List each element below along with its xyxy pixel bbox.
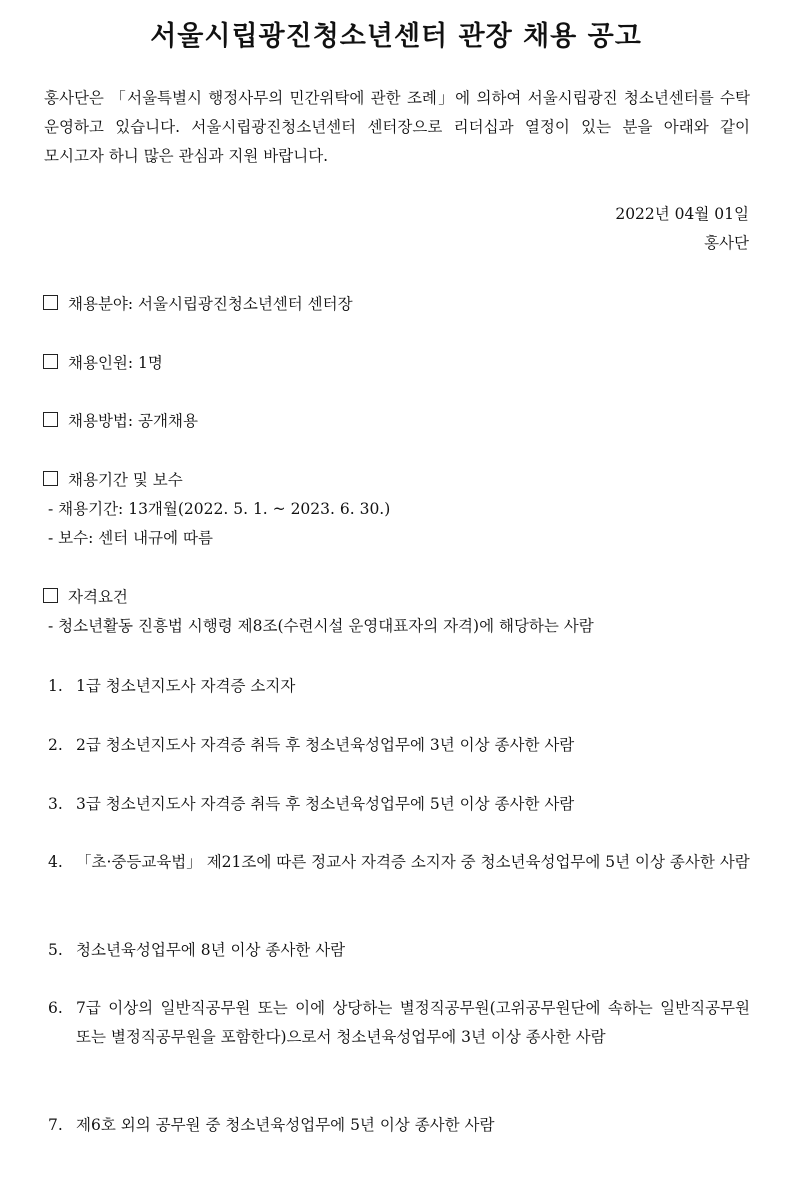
- list-item: [48, 848, 750, 877]
- section-period-pay: [43, 466, 183, 495]
- organization-name: 홍사단: [704, 234, 749, 252]
- list-item-text: 「초·중등교육법」 제21조에 따른 정교사 자격증 소지자 중 청소년육성업무에 5년 이상 종사한 사람: [76, 853, 750, 871]
- list-item-text: 제6호 외의 공무원 중 청소년육성업무에 5년 이상 종사한 사람: [76, 1116, 495, 1134]
- qualification-detail: - 청소년활동 진흥법 시행령 제8조(수련시설 운영대표자의 자격)에 해당하는 사람: [48, 617, 594, 635]
- section-period-pay-text: 채용기간 및 보수: [68, 471, 183, 489]
- list-item: [48, 1111, 750, 1140]
- list-item: [48, 936, 750, 965]
- section-field: [43, 290, 353, 319]
- section-count-text: 채용인원: 1명: [68, 354, 163, 372]
- list-item-number: 2.: [48, 736, 63, 754]
- checkbox-square-icon: [43, 588, 58, 603]
- list-item-number: 7.: [48, 1116, 63, 1134]
- section-method: [43, 407, 198, 436]
- pay-detail: - 보수: 센터 내규에 따름: [48, 529, 213, 547]
- list-item-number: 4.: [48, 853, 63, 871]
- list-item-number: 6.: [48, 999, 63, 1017]
- list-item-text: 청소년육성업무에 8년 이상 종사한 사람: [76, 941, 346, 959]
- section-count: [43, 349, 163, 378]
- announcement-date: 2022년 04월 01일: [615, 205, 749, 223]
- checkbox-square-icon: [43, 354, 58, 369]
- list-item-text: 1급 청소년지도사 자격증 소지자: [76, 677, 296, 695]
- list-item: [48, 790, 750, 819]
- list-item-number: 1.: [48, 677, 63, 695]
- list-item-text: 3급 청소년지도사 자격증 취득 후 청소년육성업무에 5년 이상 종사한 사람: [76, 795, 575, 813]
- page-title: 서울시립광진청소년센터 관장 채용 공고: [150, 21, 642, 52]
- checkbox-square-icon: [43, 412, 58, 427]
- section-field-text: 채용분야: 서울시립광진청소년센터 센터장: [68, 295, 353, 313]
- checkbox-square-icon: [43, 295, 58, 310]
- list-item: [48, 994, 750, 1052]
- section-qualification: [43, 583, 128, 612]
- list-item-number: 5.: [48, 941, 63, 959]
- list-item: [48, 672, 750, 701]
- list-item-number: 3.: [48, 795, 63, 813]
- checkbox-square-icon: [43, 471, 58, 486]
- list-item: [48, 731, 750, 760]
- list-item-text: 2급 청소년지도사 자격증 취득 후 청소년육성업무에 3년 이상 종사한 사람: [76, 736, 575, 754]
- section-qualification-text: 자격요건: [68, 588, 128, 606]
- list-item-text: 7급 이상의 일반직공무원 또는 이에 상당하는 별정직공무원(고위공무원단에 속하는 일반직공무원 또는 별정직공무원을 포함한다)으로서 청소년육성업무에 3년 이상 종사한 사람: [76, 999, 750, 1046]
- intro-paragraph: 홍사단은 「서울특별시 행정사무의 민간위탁에 관한 조례」에 의하여 서울시립광진 청소년센터를 수탁 운영하고 있습니다. 서울시립광진청소년센터 센터장으로 리더십과 열정이 있는 분을 아래와 같이 모시고자 하니 많은 관심과 지원 바랍니다.: [44, 89, 750, 165]
- date-block: [615, 200, 749, 258]
- period-detail: - 채용기간: 13개월(2022. 5. 1. ~ 2023. 6. 30.): [48, 500, 391, 518]
- section-method-text: 채용방법: 공개채용: [68, 412, 198, 430]
